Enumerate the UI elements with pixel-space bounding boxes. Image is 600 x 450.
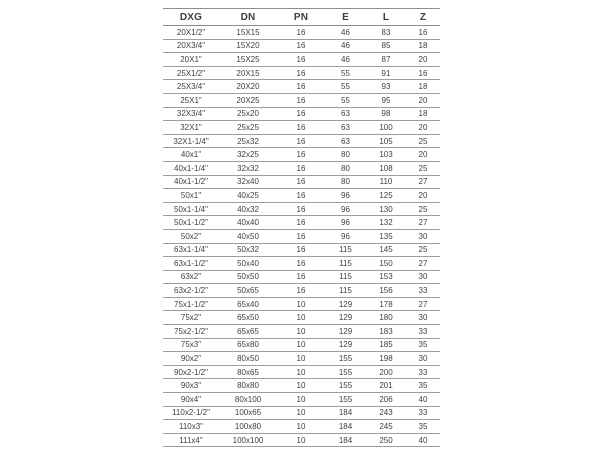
- cell-z: 20: [406, 148, 440, 162]
- cell-dxg: 50x1-1/2": [163, 216, 219, 230]
- cell-e: 155: [325, 393, 366, 407]
- column-header-dn: DN: [219, 9, 277, 26]
- table-row: [163, 297, 440, 311]
- cell-l: 83: [366, 26, 406, 40]
- cell-dn: 50x32: [219, 243, 277, 257]
- cell-z: 16: [406, 66, 440, 80]
- cell-dxg: 75x2-1/2": [163, 325, 219, 339]
- cell-pn: 16: [277, 175, 325, 189]
- cell-dn: 15X20: [219, 39, 277, 53]
- cell-l: 108: [366, 161, 406, 175]
- cell-l: 183: [366, 325, 406, 339]
- table-row: [163, 93, 440, 107]
- cell-e: 63: [325, 134, 366, 148]
- cell-dxg: 110x3": [163, 420, 219, 434]
- cell-dn: 80x100: [219, 393, 277, 407]
- table-row: [163, 433, 440, 447]
- cell-dn: 50x40: [219, 257, 277, 271]
- cell-dn: 100x80: [219, 420, 277, 434]
- cell-pn: 16: [277, 107, 325, 121]
- cell-dn: 25x25: [219, 121, 277, 135]
- cell-e: 129: [325, 311, 366, 325]
- table-row: [163, 175, 440, 189]
- cell-dxg: 110x2-1/2": [163, 406, 219, 420]
- cell-z: 20: [406, 189, 440, 203]
- cell-l: 145: [366, 243, 406, 257]
- cell-pn: 10: [277, 433, 325, 447]
- cell-dn: 40x40: [219, 216, 277, 230]
- table-row: [163, 393, 440, 407]
- cell-dn: 65x50: [219, 311, 277, 325]
- cell-dn: 65x65: [219, 325, 277, 339]
- cell-z: 16: [406, 26, 440, 40]
- cell-dxg: 75x2": [163, 311, 219, 325]
- table-row: [163, 53, 440, 67]
- cell-e: 155: [325, 379, 366, 393]
- cell-z: 40: [406, 393, 440, 407]
- cell-e: 80: [325, 175, 366, 189]
- cell-pn: 10: [277, 420, 325, 434]
- column-header-dxg: DXG: [163, 9, 219, 26]
- cell-e: 46: [325, 39, 366, 53]
- cell-dn: 20X25: [219, 93, 277, 107]
- cell-e: 63: [325, 121, 366, 135]
- header-row: [163, 9, 440, 26]
- cell-l: 110: [366, 175, 406, 189]
- cell-e: 96: [325, 189, 366, 203]
- cell-z: 20: [406, 121, 440, 135]
- cell-e: 115: [325, 243, 366, 257]
- table-row: [163, 26, 440, 40]
- cell-e: 96: [325, 229, 366, 243]
- cell-dxg: 25X1": [163, 93, 219, 107]
- table-row: [163, 379, 440, 393]
- table-row: [163, 80, 440, 94]
- cell-dxg: 40x1": [163, 148, 219, 162]
- cell-l: 95: [366, 93, 406, 107]
- cell-l: 85: [366, 39, 406, 53]
- table-row: [163, 338, 440, 352]
- cell-e: 115: [325, 270, 366, 284]
- spec-table-container: [163, 8, 440, 447]
- table-row: [163, 148, 440, 162]
- cell-l: 201: [366, 379, 406, 393]
- cell-e: 63: [325, 107, 366, 121]
- cell-dxg: 63x1-1/2": [163, 257, 219, 271]
- cell-z: 25: [406, 134, 440, 148]
- cell-dxg: 90x3": [163, 379, 219, 393]
- cell-e: 115: [325, 257, 366, 271]
- cell-z: 27: [406, 175, 440, 189]
- cell-pn: 10: [277, 338, 325, 352]
- cell-dn: 20X15: [219, 66, 277, 80]
- cell-dxg: 75x3": [163, 338, 219, 352]
- cell-pn: 10: [277, 311, 325, 325]
- cell-e: 184: [325, 406, 366, 420]
- cell-pn: 10: [277, 325, 325, 339]
- cell-dn: 40x32: [219, 202, 277, 216]
- cell-pn: 16: [277, 161, 325, 175]
- table-header: [163, 9, 440, 26]
- cell-dxg: 32X3/4": [163, 107, 219, 121]
- cell-z: 33: [406, 325, 440, 339]
- cell-l: 87: [366, 53, 406, 67]
- cell-l: 198: [366, 352, 406, 366]
- cell-z: 27: [406, 216, 440, 230]
- cell-z: 33: [406, 365, 440, 379]
- cell-pn: 10: [277, 406, 325, 420]
- cell-dn: 80x50: [219, 352, 277, 366]
- cell-dn: 32x40: [219, 175, 277, 189]
- cell-l: 91: [366, 66, 406, 80]
- cell-pn: 16: [277, 26, 325, 40]
- cell-l: 245: [366, 420, 406, 434]
- table-row: [163, 284, 440, 298]
- cell-pn: 16: [277, 189, 325, 203]
- cell-l: 243: [366, 406, 406, 420]
- cell-e: 46: [325, 53, 366, 67]
- cell-l: 185: [366, 338, 406, 352]
- cell-e: 115: [325, 284, 366, 298]
- cell-dxg: 40x1-1/2": [163, 175, 219, 189]
- table-row: [163, 39, 440, 53]
- cell-pn: 16: [277, 229, 325, 243]
- cell-l: 206: [366, 393, 406, 407]
- cell-dxg: 25X3/4": [163, 80, 219, 94]
- cell-z: 40: [406, 433, 440, 447]
- cell-pn: 16: [277, 270, 325, 284]
- cell-pn: 10: [277, 393, 325, 407]
- cell-z: 30: [406, 311, 440, 325]
- cell-dn: 100x100: [219, 433, 277, 447]
- cell-l: 130: [366, 202, 406, 216]
- cell-dn: 40x25: [219, 189, 277, 203]
- cell-dxg: 40x1-1/4": [163, 161, 219, 175]
- cell-dn: 15X25: [219, 53, 277, 67]
- table-row: [163, 189, 440, 203]
- cell-z: 25: [406, 161, 440, 175]
- cell-l: 250: [366, 433, 406, 447]
- cell-dn: 65x80: [219, 338, 277, 352]
- cell-pn: 16: [277, 243, 325, 257]
- cell-l: 103: [366, 148, 406, 162]
- cell-dn: 32x25: [219, 148, 277, 162]
- cell-l: 98: [366, 107, 406, 121]
- cell-z: 18: [406, 39, 440, 53]
- table-row: [163, 229, 440, 243]
- cell-dn: 20X20: [219, 80, 277, 94]
- cell-dxg: 63x1-1/4": [163, 243, 219, 257]
- table-row: [163, 107, 440, 121]
- cell-dxg: 90x2-1/2": [163, 365, 219, 379]
- cell-pn: 16: [277, 80, 325, 94]
- cell-dxg: 20X1": [163, 53, 219, 67]
- cell-pn: 16: [277, 257, 325, 271]
- table-row: [163, 420, 440, 434]
- cell-z: 25: [406, 243, 440, 257]
- cell-dn: 15X15: [219, 26, 277, 40]
- cell-e: 96: [325, 216, 366, 230]
- cell-dxg: 25X1/2": [163, 66, 219, 80]
- cell-e: 129: [325, 297, 366, 311]
- cell-dxg: 63x2-1/2": [163, 284, 219, 298]
- cell-pn: 16: [277, 148, 325, 162]
- cell-dxg: 50x1": [163, 189, 219, 203]
- cell-dxg: 111x4": [163, 433, 219, 447]
- cell-pn: 10: [277, 352, 325, 366]
- table-row: [163, 243, 440, 257]
- cell-e: 155: [325, 365, 366, 379]
- cell-pn: 16: [277, 121, 325, 135]
- cell-z: 27: [406, 257, 440, 271]
- cell-e: 46: [325, 26, 366, 40]
- cell-dxg: 20X1/2": [163, 26, 219, 40]
- cell-z: 18: [406, 107, 440, 121]
- cell-pn: 10: [277, 379, 325, 393]
- cell-dn: 100x65: [219, 406, 277, 420]
- column-header-e: E: [325, 9, 366, 26]
- fitting-spec-table: [163, 8, 440, 447]
- cell-dxg: 32X1": [163, 121, 219, 135]
- cell-z: 27: [406, 297, 440, 311]
- cell-z: 30: [406, 229, 440, 243]
- cell-l: 180: [366, 311, 406, 325]
- table-row: [163, 134, 440, 148]
- table-row: [163, 66, 440, 80]
- cell-e: 96: [325, 202, 366, 216]
- cell-e: 80: [325, 148, 366, 162]
- cell-l: 93: [366, 80, 406, 94]
- cell-z: 25: [406, 202, 440, 216]
- cell-z: 30: [406, 270, 440, 284]
- cell-e: 155: [325, 352, 366, 366]
- table-row: [163, 270, 440, 284]
- table-row: [163, 216, 440, 230]
- cell-e: 80: [325, 161, 366, 175]
- cell-z: 18: [406, 80, 440, 94]
- cell-l: 100: [366, 121, 406, 135]
- cell-z: 20: [406, 53, 440, 67]
- cell-l: 200: [366, 365, 406, 379]
- cell-pn: 10: [277, 365, 325, 379]
- cell-dxg: 63x2": [163, 270, 219, 284]
- cell-dn: 80x65: [219, 365, 277, 379]
- cell-dn: 50x50: [219, 270, 277, 284]
- cell-e: 55: [325, 80, 366, 94]
- table-row: [163, 121, 440, 135]
- cell-pn: 16: [277, 93, 325, 107]
- cell-pn: 16: [277, 66, 325, 80]
- cell-z: 33: [406, 284, 440, 298]
- cell-dn: 25x20: [219, 107, 277, 121]
- cell-e: 55: [325, 66, 366, 80]
- table-body: [163, 26, 440, 447]
- column-header-pn: PN: [277, 9, 325, 26]
- column-header-l: L: [366, 9, 406, 26]
- cell-pn: 16: [277, 53, 325, 67]
- cell-dn: 50x65: [219, 284, 277, 298]
- cell-dn: 80x80: [219, 379, 277, 393]
- cell-pn: 16: [277, 134, 325, 148]
- table-row: [163, 202, 440, 216]
- table-row: [163, 257, 440, 271]
- cell-dxg: 90x4": [163, 393, 219, 407]
- cell-e: 55: [325, 93, 366, 107]
- cell-z: 35: [406, 338, 440, 352]
- cell-z: 35: [406, 379, 440, 393]
- cell-dxg: 90x2": [163, 352, 219, 366]
- cell-pn: 10: [277, 297, 325, 311]
- table-row: [163, 311, 440, 325]
- cell-e: 184: [325, 420, 366, 434]
- cell-l: 153: [366, 270, 406, 284]
- cell-dxg: 75x1-1/2": [163, 297, 219, 311]
- cell-pn: 16: [277, 216, 325, 230]
- table-row: [163, 325, 440, 339]
- cell-dxg: 50x2": [163, 229, 219, 243]
- cell-l: 135: [366, 229, 406, 243]
- table-row: [163, 406, 440, 420]
- cell-dxg: 32X1-1/4": [163, 134, 219, 148]
- cell-dn: 25x32: [219, 134, 277, 148]
- cell-l: 105: [366, 134, 406, 148]
- cell-dn: 65x40: [219, 297, 277, 311]
- cell-z: 35: [406, 420, 440, 434]
- cell-dn: 32x32: [219, 161, 277, 175]
- cell-dxg: 20X3/4": [163, 39, 219, 53]
- table-row: [163, 365, 440, 379]
- cell-pn: 16: [277, 39, 325, 53]
- cell-l: 150: [366, 257, 406, 271]
- cell-z: 30: [406, 352, 440, 366]
- cell-l: 178: [366, 297, 406, 311]
- cell-e: 184: [325, 433, 366, 447]
- cell-dxg: 50x1-1/4": [163, 202, 219, 216]
- table-row: [163, 352, 440, 366]
- cell-l: 156: [366, 284, 406, 298]
- cell-e: 129: [325, 325, 366, 339]
- cell-pn: 16: [277, 202, 325, 216]
- cell-dn: 40x50: [219, 229, 277, 243]
- cell-pn: 16: [277, 284, 325, 298]
- column-header-z: Z: [406, 9, 440, 26]
- cell-l: 132: [366, 216, 406, 230]
- cell-l: 125: [366, 189, 406, 203]
- cell-e: 129: [325, 338, 366, 352]
- cell-z: 33: [406, 406, 440, 420]
- table-row: [163, 161, 440, 175]
- cell-z: 20: [406, 93, 440, 107]
